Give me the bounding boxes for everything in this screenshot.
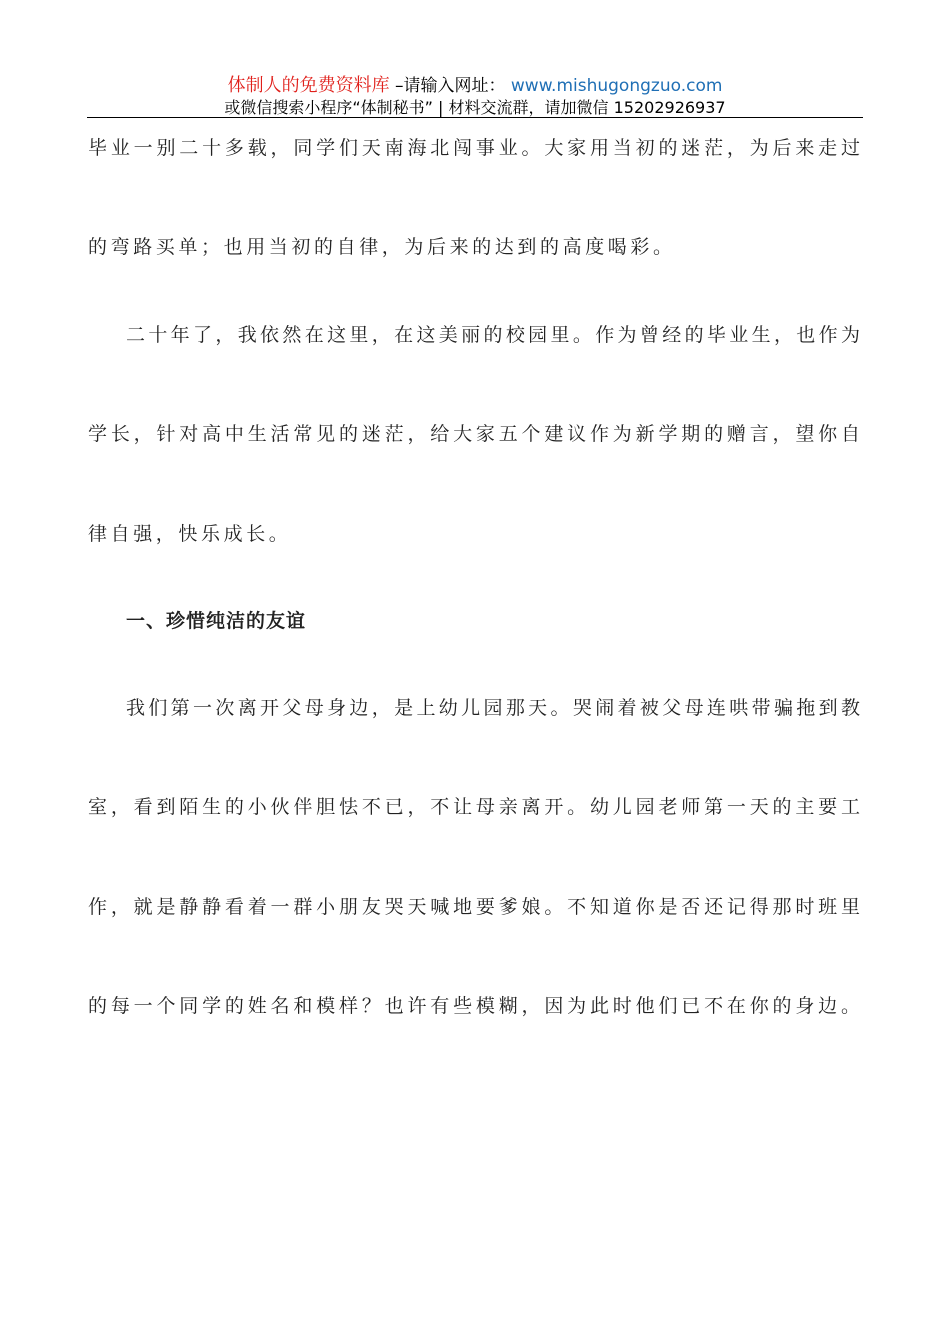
- paragraph-line: 的弯路买单；也用当初的自律，为后来的达到的高度喝彩。: [88, 236, 676, 258]
- paragraph-line: 我们第一次离开父母身边，是上幼儿园那天。哭闹着被父母连哄带骗拖到教: [126, 697, 860, 719]
- paragraph-line: 律自强，快乐成长。: [88, 523, 292, 545]
- paragraph-line: 的每一个同学的姓名和模样？也许有些模糊，因为此时他们已不在你的身边。: [88, 995, 860, 1017]
- paragraph-line: 二十年了，我依然在这里，在这美丽的校园里。作为曾经的毕业生，也作为: [126, 324, 860, 346]
- header-contact: 或微信搜索小程序“体制秘书” | 材料交流群，请加微信 15202926937: [224, 98, 726, 117]
- url-prompt: –请输入网址：: [394, 76, 506, 96]
- section-heading: 一、珍惜纯洁的友谊: [126, 610, 307, 632]
- website-link[interactable]: www.mishugongzuo.com: [510, 76, 723, 96]
- paragraph-line: 学长，针对高中生活常见的迷茫，给大家五个建议作为新学期的赠言，望你自: [88, 423, 860, 445]
- header-banner: [0, 71, 950, 97]
- paragraph-line: 室，看到陌生的小伙伴胆怯不已，不让母亲离开。幼儿园老师第一天的主要工: [88, 796, 860, 818]
- paragraph-line: 作，就是静静看着一群小朋友哭天喊地要爹娘。不知道你是否还记得那时班里: [88, 896, 860, 918]
- brand-text: 体制人的免费资料库: [227, 75, 390, 96]
- header-divider: [87, 117, 863, 118]
- paragraph-line: 毕业一别二十多载，同学们天南海北闯事业。大家用当初的迷茫，为后来走过: [88, 137, 860, 159]
